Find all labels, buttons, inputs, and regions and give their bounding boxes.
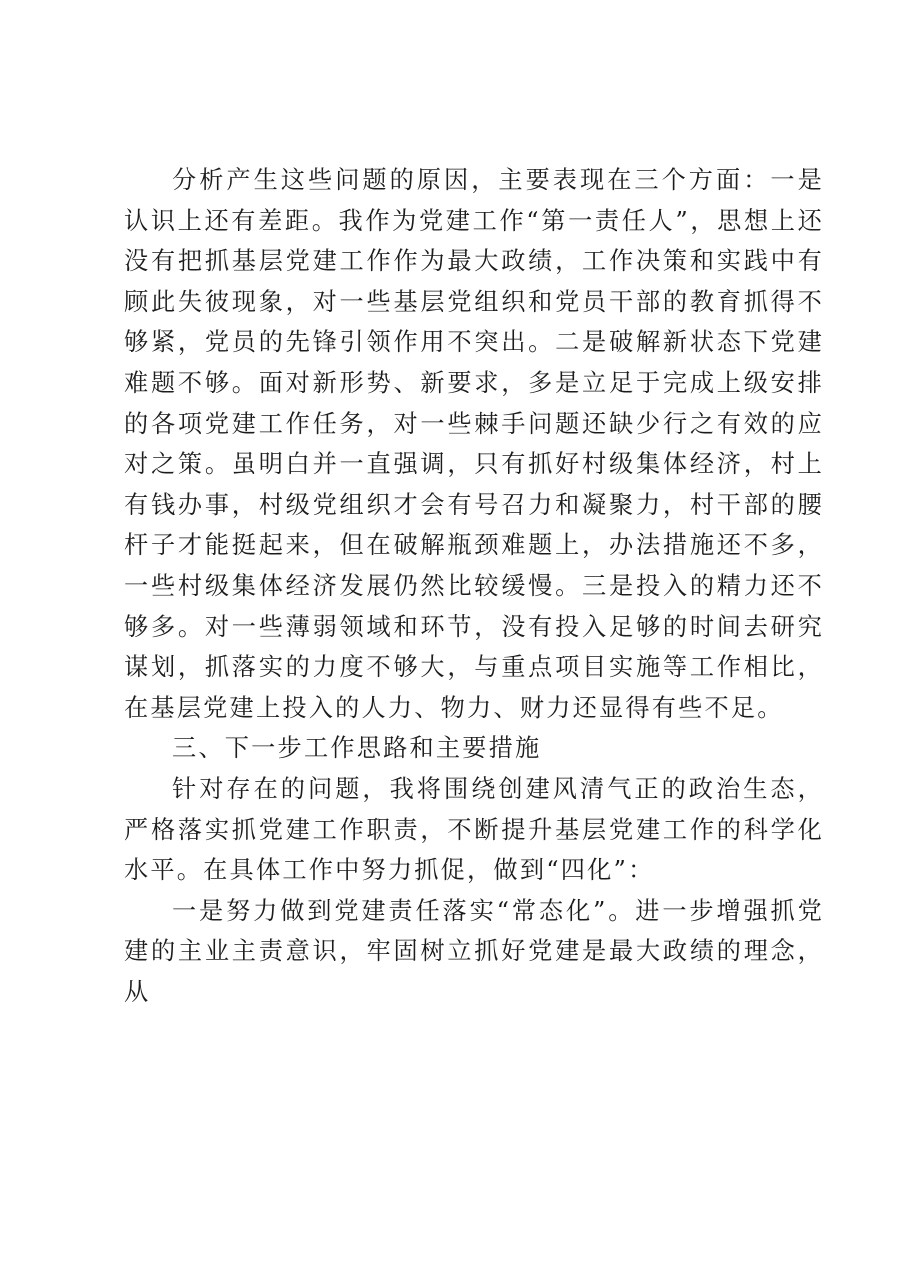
paragraph-cause-analysis: 分析产生这些问题的原因，主要表现在三个方面：一是认识上还有差距。我作为党建工作“第一责任人”，思想上还没有把抓基层党建工作作为最大政绩，工作决策和实践中有顾此失彼现象，对一些基层党组织和党员干部的教育抓得不够紧，党员的先锋引领作用不突出。二是破解新状态下党建难题不够。面对新形势、新要求，多是立足于完成上级安排的各项党建工作任务，对一些棘手问题还缺少行之有效的应对之策。虽明白并一直强调，只有抓好村级集体经济，村上有钱办事，村级党组织才会有号召力和凝聚力，村干部的腰杆子才能挺起来，但在破解瓶颈难题上，办法措施还不多，一些村级集体经济发展仍然比较缓慢。三是投入的精力还不够多。对一些薄弱领域和环节，没有投入足够的时间去研究谋划，抓落实的力度不够大，与重点项目实施等工作相比，在基层党建上投入的人力、物力、财力还显得有些不足。 [124,166,824,722]
paragraph-measure-one: 一是努力做到党建责任落实“常态化”。进一步增强抓党建的主业主责意识，牢固树立抓好党建是最大政绩的理念，从 [124,896,824,1006]
paragraph-response-plan: 针对存在的问题，我将围绕创建风清气正的政治生态，严格落实抓党建工作职责，不断提升基层党建工作的科学化水平。在具体工作中努力抓促，做到“四化”： [124,774,824,885]
section-heading-next-steps: 三、下一步工作思路和主要措施 [172,734,542,763]
document-body [124,160,824,1012]
